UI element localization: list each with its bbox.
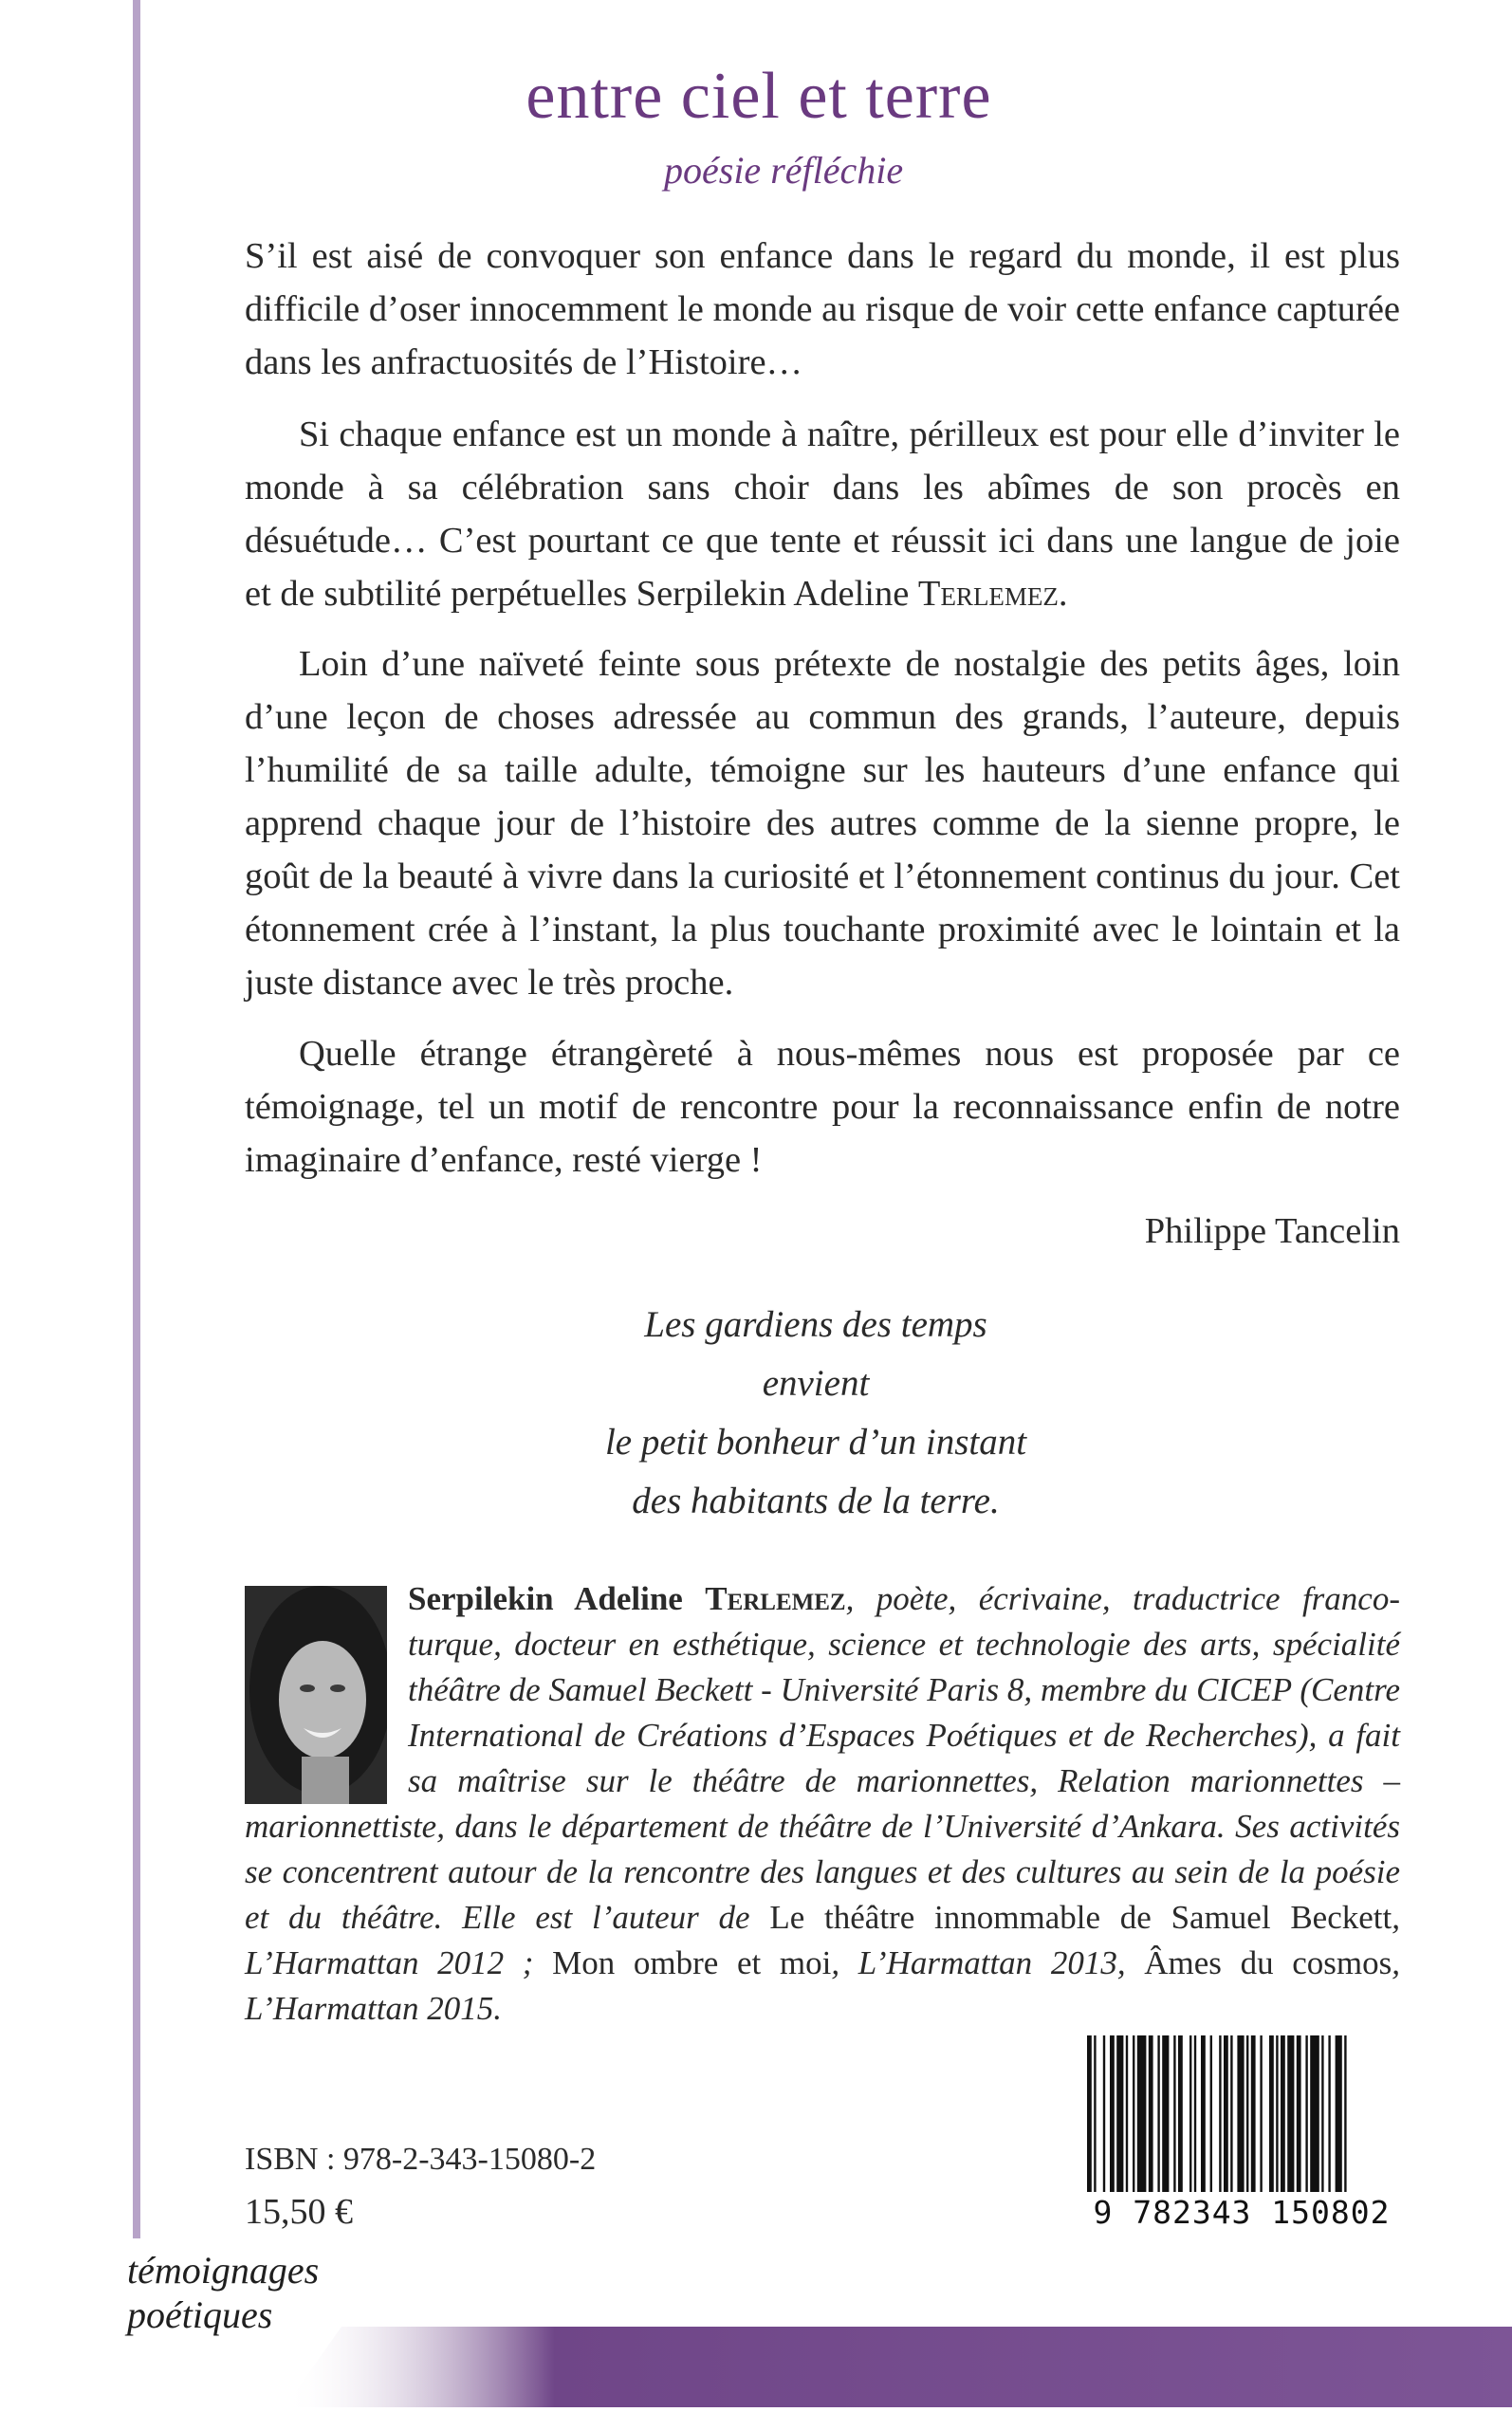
barcode-bar: [1133, 2035, 1134, 2192]
barcode-bar: [1103, 2035, 1105, 2192]
barcode-bar: [1328, 2035, 1330, 2192]
collection-line-2: poétiques: [127, 2293, 273, 2336]
barcode-bar: [1110, 2035, 1115, 2192]
bio-book-3: Âmes du cosmos: [1144, 1944, 1392, 1981]
poem-line: le petit bonheur d’un instant: [604, 1422, 1027, 1463]
barcode-bar: [1087, 2035, 1092, 2192]
poem-excerpt: [531, 1296, 1100, 1531]
paragraph-2: [245, 408, 1400, 620]
barcode-number: 9 782343 150802: [1093, 2194, 1391, 2231]
barcode-bar: [1126, 2035, 1128, 2192]
barcode-bar: [1162, 2035, 1169, 2192]
barcode-bar: [1189, 2035, 1191, 2192]
barcode-bar: [1276, 2035, 1278, 2192]
barcode-bar: [1210, 2035, 1212, 2192]
barcode-bar: [1173, 2035, 1175, 2192]
barcode-bar: [1321, 2035, 1323, 2192]
barcode-bar: [1157, 2035, 1159, 2192]
barcode-bar: [1230, 2035, 1232, 2192]
isbn: ISBN : 978-2-343-15080-2: [245, 2142, 597, 2177]
barcode-bar: [1246, 2035, 1248, 2192]
barcode-bar: [1149, 2035, 1153, 2192]
price: 15,50 €: [245, 2192, 353, 2232]
paragraph-1: S’il est aisé de convoquer son enfance dans le regard du monde, il est plus difficile d’oser innocemment le monde au risque de voir cette enfance capturée dans les anfractuosités de l’Histoire…: [245, 236, 1400, 382]
bio-book-1: Le théâtre innommable de Samuel Beckett: [769, 1899, 1392, 1936]
poem-line: envient: [762, 1363, 870, 1404]
author-surname: Terlemez: [917, 574, 1059, 614]
barcode-bar: [1178, 2035, 1183, 2192]
barcode-bar: [1251, 2035, 1256, 2192]
paragraph-2-text: Si chaque enfance est un monde à naître, périlleux est pour elle d’inviter le monde à sa célébration sans choir dans les abîmes de son procès en désuétude… C’est pourtant ce que tente et réussit ici dans une langue de joie et de subtilité perpétuelles Serpilekin Adeline: [245, 414, 1400, 614]
barcode-bar: [1116, 2035, 1123, 2192]
barcode-bar: [1201, 2035, 1206, 2192]
barcode-bar: [1194, 2035, 1196, 2192]
bio-publisher-2: , L’Harmattan 2013,: [831, 1944, 1145, 1981]
bio-text: , poète, écrivaine, traductrice franco-turque, docteur en esthétique, science et technologie des arts, spécialité théâtre de Samuel Beckett - Université Paris 8, membre du CICEP (Centre International de Créations d’Espaces Poétiques et de Recherches), a fait sa maîtrise sur le théâtre de marionnettes, Relation marionnettes – marionnettiste, dans le département de théâtre de l’Université d’Ankara. Ses activités se concentrent autour de la rencontre des langues et des cultures au sein de la poésie et du théâtre. Elle est l’auteur de: [245, 1580, 1400, 1936]
poem-line: des habitants de la terre.: [632, 1481, 1000, 1521]
paragraph-3: Loin d’une naïveté feinte sous prétexte de nostalgie des petits âges, loin d’une leçon de choses adressée au commun des grands, l’auteure, depuis l’humilité de sa taille adulte, témoigne sur les hauteurs d’une enfance qui apprend chaque jour de l’histoire des autres comme de la sienne propre, le goût de la beauté à vivre dans la curiosité et l’étonnement continus du jour. Cet étonnement crée à l’instant, la plus touchante proximité avec le lointain et la juste distance avec le très proche.: [245, 644, 1400, 1003]
barcode-bar: [1336, 2035, 1342, 2192]
barcode-bar: [1260, 2035, 1262, 2192]
barcode-bar: [1344, 2035, 1346, 2192]
barcode-bar: [1310, 2035, 1319, 2192]
book-title: entre ciel et terre: [526, 60, 992, 133]
barcode-bar: [1305, 2035, 1307, 2192]
bottom-color-band: [0, 2327, 1512, 2407]
barcode-bar: [1224, 2035, 1228, 2192]
author-biography: [245, 1576, 1400, 2032]
signature: Philippe Tancelin: [1144, 1211, 1400, 1251]
bio-publisher-1: , L’Harmattan 2012 ;: [245, 1899, 1400, 1981]
photo-spacer: [245, 1576, 408, 1800]
barcode-bar: [1269, 2035, 1274, 2192]
barcode-bar: [1297, 2035, 1301, 2192]
barcode-bar: [1137, 2035, 1147, 2192]
poem-line: Les gardiens des temps: [644, 1304, 987, 1345]
left-accent-bar: [133, 0, 140, 2238]
book-subtitle: poésie réfléchie: [664, 149, 904, 192]
paragraph-4: Quelle étrange étrangèreté à nous-mêmes nous est proposée par ce témoignage, tel un motif de rencontre pour la reconnaissance enfin de notre imaginaire d’enfance, resté vierge !: [245, 1034, 1400, 1180]
barcode-bar: [1237, 2035, 1244, 2192]
bio-publisher-3: , L’Harmattan 2015.: [245, 1944, 1400, 2027]
collection-line-1: témoignages: [127, 2249, 320, 2292]
barcode-bar: [1219, 2035, 1221, 2192]
barcode-bar: [1094, 2035, 1096, 2192]
collection-logo: [127, 2248, 319, 2337]
bio-author-name: Serpilekin Adeline Terlemez: [408, 1580, 846, 1617]
paragraph-2-end: .: [1058, 574, 1068, 614]
bio-book-2: Mon ombre et moi: [552, 1944, 832, 1981]
barcode-bar: [1287, 2035, 1294, 2192]
barcode-bar: [1281, 2035, 1285, 2192]
